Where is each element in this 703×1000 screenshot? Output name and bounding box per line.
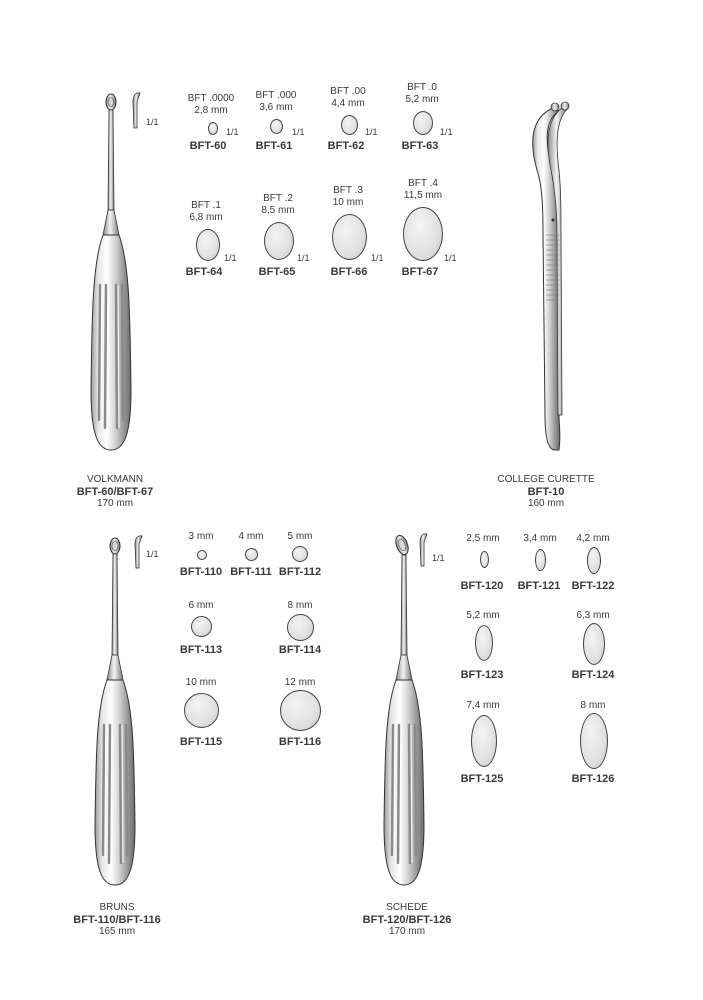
code-label: BFT-66 (330, 266, 368, 278)
code-label: BFT-124 (571, 669, 615, 681)
mm-label: 7,4 mm (466, 700, 500, 711)
size-label: BFT .0000 (187, 93, 235, 104)
code-label: BFT-62 (327, 140, 365, 152)
code-label: BFT-61 (255, 140, 293, 152)
college-curette-illustration (515, 95, 585, 460)
code-label: BFT-122 (571, 580, 615, 592)
code-label: BFT-65 (258, 266, 296, 278)
cup-oval-bft-121 (535, 549, 546, 571)
code-label: BFT-60 (189, 140, 227, 152)
scale-label: 1/1 (292, 127, 305, 137)
cup-oval-bft-114 (287, 614, 314, 641)
size-label: BFT .0 (407, 82, 437, 93)
scale-label: 1/1 (444, 253, 457, 263)
cup-oval-bft-65 (264, 222, 294, 260)
volkmann-caption (60, 474, 170, 510)
scale-label: 1/1 (224, 253, 237, 263)
volkmann-tip-profile (128, 90, 142, 130)
code-label: BFT-110 (179, 566, 223, 578)
volkmann-curette-illustration (86, 90, 146, 460)
cup-oval-bft-61 (270, 119, 283, 134)
code-label: BFT-113 (179, 644, 223, 656)
cup-oval-bft-113 (191, 616, 212, 637)
mm-label: 4,4 mm (331, 98, 365, 109)
mm-label: 8 mm (580, 700, 606, 711)
product-name: VOLKMANN (86, 474, 144, 485)
cup-oval-bft-126 (580, 713, 608, 769)
mm-label: 6,3 mm (576, 610, 610, 621)
mm-label: 10 mm (185, 677, 217, 688)
code-label: BFT-121 (517, 580, 561, 592)
scale-label: 1/1 (440, 127, 453, 137)
code-label: BFT-67 (401, 266, 439, 278)
cup-oval-bft-124 (583, 623, 605, 665)
mm-label: 3,6 mm (259, 102, 293, 113)
product-length: 165 mm (98, 926, 136, 937)
size-label: BFT .3 (333, 185, 363, 196)
scale-label: 1/1 (371, 253, 384, 263)
code-label: BFT-120 (460, 580, 504, 592)
code-label: BFT-114 (278, 644, 322, 656)
mm-label: 5 mm (287, 531, 313, 542)
college-caption (480, 474, 612, 510)
volkmann-scale: 1/1 (146, 117, 159, 127)
bruns-caption (58, 902, 176, 938)
product-codes: BFT-10 (527, 486, 565, 498)
cup-oval-bft-111 (245, 548, 258, 561)
cup-oval-bft-110 (197, 550, 207, 560)
scale-label: 1/1 (297, 253, 310, 263)
code-label: BFT-123 (460, 669, 504, 681)
mm-label: 3,4 mm (523, 533, 557, 544)
schede-curette-illustration (378, 528, 438, 895)
mm-label: 2,8 mm (194, 105, 228, 116)
mm-label: 2,5 mm (466, 533, 500, 544)
code-label: BFT-111 (230, 566, 272, 578)
cup-oval-bft-123 (475, 625, 493, 661)
mm-label: 12 mm (284, 677, 316, 688)
code-label: BFT-116 (278, 736, 322, 748)
cup-oval-bft-66 (332, 214, 367, 260)
mm-label: 10 mm (332, 197, 364, 208)
mm-label: 6 mm (188, 600, 214, 611)
size-label: BFT .000 (255, 90, 297, 101)
bruns-curette-illustration (90, 530, 150, 895)
bruns-scale: 1/1 (146, 549, 159, 559)
size-label: BFT .00 (330, 86, 366, 97)
product-name: SCHEDE (386, 902, 428, 913)
scale-label: 1/1 (365, 127, 378, 137)
cup-oval-bft-116 (280, 690, 321, 731)
mm-label: 8,5 mm (261, 205, 295, 216)
mm-label: 6,8 mm (189, 212, 223, 223)
product-length: 170 mm (96, 498, 134, 509)
product-name: BRUNS (99, 902, 135, 913)
product-codes: BFT-60/BFT-67 (76, 486, 154, 498)
code-label: BFT-125 (460, 773, 504, 785)
size-label: BFT .1 (191, 200, 221, 211)
size-label: BFT .2 (263, 193, 293, 204)
code-label: BFT-126 (571, 773, 615, 785)
code-label: BFT-115 (179, 736, 223, 748)
cup-oval-bft-115 (184, 693, 219, 728)
code-label: BFT-112 (278, 566, 322, 578)
cup-oval-bft-67 (403, 207, 443, 261)
mm-label: 11,5 mm (403, 190, 443, 201)
size-label: BFT .4 (408, 178, 438, 189)
mm-label: 8 mm (287, 600, 313, 611)
mm-label: 5,2 mm (405, 94, 439, 105)
schede-scale: 1/1 (432, 553, 445, 563)
cup-oval-bft-60 (208, 122, 218, 135)
cup-oval-bft-122 (587, 547, 601, 574)
cup-oval-bft-125 (471, 715, 497, 767)
scale-label: 1/1 (226, 127, 239, 137)
code-label: BFT-63 (401, 140, 439, 152)
mm-label: 3 mm (188, 531, 214, 542)
bruns-tip-profile (130, 534, 144, 570)
mm-label: 4 mm (238, 531, 264, 542)
cup-oval-bft-120 (480, 551, 489, 568)
cup-oval-bft-62 (341, 115, 358, 135)
mm-label: 4,2 mm (576, 533, 610, 544)
cup-oval-bft-63 (413, 111, 433, 135)
product-length: 170 mm (388, 926, 426, 937)
product-length: 160 mm (527, 498, 565, 509)
schede-tip-profile (415, 532, 429, 568)
code-label: BFT-64 (185, 266, 223, 278)
mm-label: 5,2 mm (466, 610, 500, 621)
product-codes: BFT-110/BFT-116 (73, 914, 161, 926)
product-name: COLLEGE CURETTE (497, 474, 595, 485)
cup-oval-bft-64 (196, 229, 220, 261)
cup-oval-bft-112 (292, 546, 308, 562)
product-codes: BFT-120/BFT-126 (362, 914, 452, 926)
schede-caption (348, 902, 466, 938)
